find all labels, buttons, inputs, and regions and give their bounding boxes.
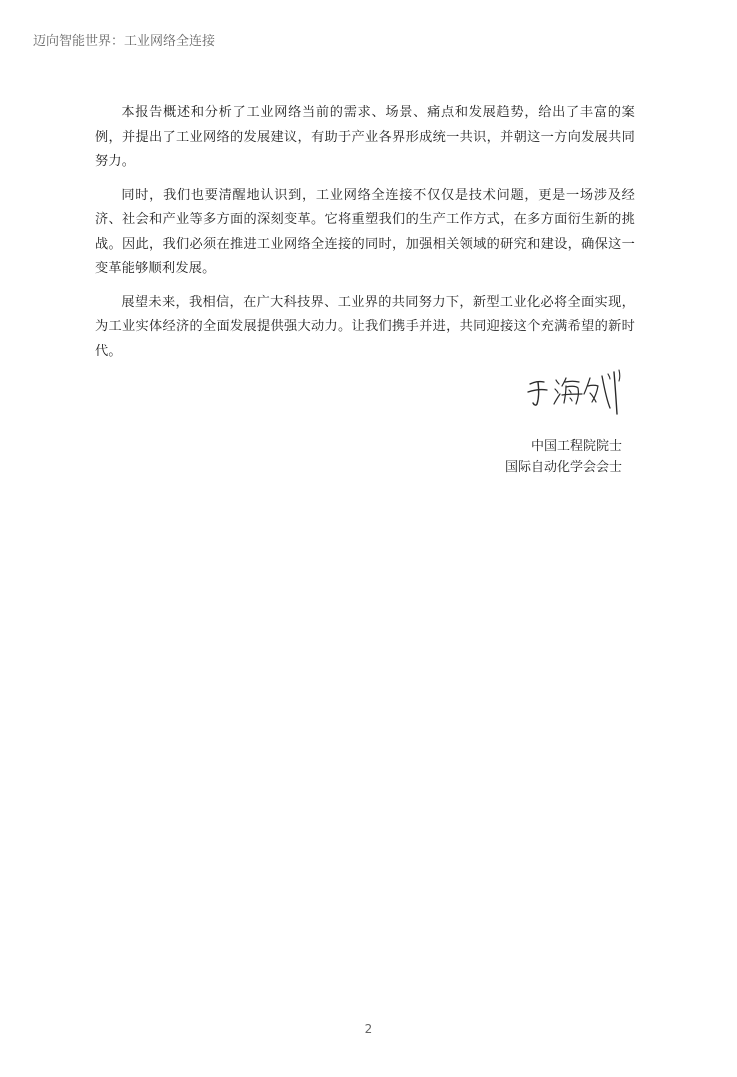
paragraph-3: 展望未来，我相信，在广大科技界、工业界的共同努力下，新型工业化必将全面实现，为工业实体经济的全面发展提供强大动力。让我们携手并进，共同迎接这个充满希望的新时代。 [95,294,635,359]
body-text [95,101,635,373]
signer-titles [505,436,622,478]
running-header: 迈向智能世界：工业网络全连接 [33,34,216,49]
signer-title-line-2: 国际自动化学会会士 [504,460,622,475]
paragraph-1: 本报告概述和分析了工业网络当前的需求、场景、痛点和发展趋势，给出了丰富的案例，并提出了工业网络的发展建议，有助于产业各界形成统一共识，并朝这一方向发展共同努力。 [95,105,635,169]
signer-title-line-1: 中国工程院院士 [530,439,622,454]
page-number: 2 [364,1022,373,1036]
handwritten-signature [524,362,628,422]
paragraph-2: 同时，我们也要清醒地认识到，工业网络全连接不仅仅是技术问题，更是一场涉及经济、社会和产业等多方面的深刻变革。它将重塑我们的生产工作方式，在多方面衍生新的挑战。因此，我们必须在推进工业网络全连接的同时，加强相关领域的研究和建设，确保这一变革能够顺利发展。 [95,187,635,276]
